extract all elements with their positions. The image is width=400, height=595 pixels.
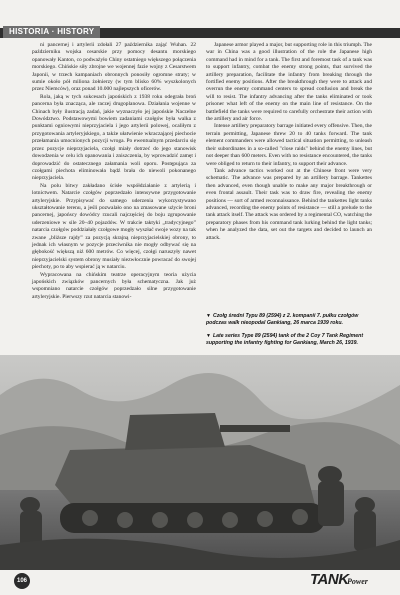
page-footer [0, 570, 400, 595]
caption-text: Czołg średni Typu 89 (2594) z 2. kompanii 7. pułku czołgów podczas walk nieopodal Gankiang, 26 marca 1939 roku. [206, 313, 359, 326]
photo-caption-english [206, 333, 372, 347]
english-text-column [206, 42, 372, 242]
logo-main-text: TANK [310, 571, 349, 588]
paragraph: Japanese armor played a major, but supporting role in this triumph. The war in China was a good illustration of the role the Japanese high command had in mind for a tank. The first and foremost task of a tank was to support infantry, combat the enemy strong points, that survived the artillery preparation, facilitate the infantry from breaking through the fortified enemy positions. After the breakthrough they were to attack and overrun the enemy command centers to spread confusion and break the will to resist. The infantry advancing after the tanks eliminated or took prisoner what left of the enemy on the main line of resistance. On the battlefield the tanks were required to carefully orchestrate their action with the artillery and air force. [206, 42, 372, 123]
paragraph: Tank advance tactics worked out at the Chinese front were very schematic. The advance was prepared by an artillery barrage. Tankettes then advanced, even though unable to make any major breakthrough or even frontal assault. Their task was to draw fire, revealing the enemy positions — sort of armed reconnaissance. Behind the tankettes light tanks advanced, recording the enemy points of resistance — still a prelude to the tank attack itself. The attack was ordered by a regimental CO, watching the preparatory phases from his command tank lurking behind the light tanks; when he analyzed the data, set out the targets and decided to launch an attack. [206, 167, 372, 241]
paragraph: ni pancernej i artylerii zdołali 27 października zająć Wuhan. 22 październiku wojska cesarskie przy pomocy desantu morskiego opanowały Kanton, co podważyło Chiny ostatniego większego połączenia morskiego. Chińskie siły zbrojne we wojennej fazie wojny z Cesarstwem Japonii, w trzech kampaniach obronnych ponosiły ogromne straty; w sumie około pół miliona żołnierzy (w tym blisko 60% wyszkolonych przez Niemców), oraz ponad 10.000 najlepszych oficerów. [32, 42, 196, 93]
paragraph: Intense artillery preparatory barrage initiated every offensive. Then, the terrain permitting, Japanese threw 20 to 40 tanks forward. The tank element commanders were allowed tactical situation permitting, to unleash their subordinates in a so-called "close raids" behind the enemy lines, but not deeper than 600 meters. Even with no resistance encountered, the tanks were obliged to return to their infantry, to support their advance. [206, 123, 372, 167]
paragraph: Rola, jaką w tych sukcesach japońskich z 1938 roku odegrała broń pancerna była znacząca, ale raczej drugoplanowa. Działania wojenne w Chinach były ilustracją zadań, jakie wyznaczyło jej japońskie Naczelne Dowództwo. Podstawowymi bowiem zadaniami czołgów była walka z punktami ogniowymi nieprzyjaciela i jego artylerii polowej, ocaliłym z przygotowania artyleryjskiego, a także ułatwienie wkraczającej piechocie przełamania umocnionych pozycji wroga. Po ewentualnym przedarciu się przez pozycje nieprzyjaciela, czołgi miały dotrzeć do jego stanowisk dowodzenia w celu ich opanowania i zniszczenia, by wprowadzić zamęt i doprowadzić do ostatecznego załamania woli oporu. Postępująca za czołgami piechota eliminowała bądź brała do niewoli pokonanego nieprzyjaciela. [32, 93, 196, 182]
caption-text: Late series Type 89 (2594) tank of the 2 Coy 7 Tank Regiment supporting the infantry fighting for Gankiang, March 26, 1939. [206, 333, 364, 346]
photo-caption-polish [206, 313, 372, 327]
tank-photo [0, 355, 400, 570]
paragraph: Wypracowana na chińskim teatrze operacyjnym teoria użycia japońskich związków pancernych była schematyczna. Jak już wspomniano natarcie czołgów poprzedzało silne przygotowanie artyleryjskie. Pierwszy rzut natarcia stanowi- [32, 271, 196, 300]
triangle-marker-icon: ▼ [206, 313, 211, 319]
polish-text-column [32, 42, 196, 301]
page-number: 106 [14, 573, 30, 589]
tankpower-logo [310, 570, 388, 592]
page-header [0, 0, 400, 40]
section-tab: HISTORIA · HISTORY [3, 26, 100, 38]
triangle-marker-icon: ▼ [206, 333, 211, 339]
logo-sub-text: Power [347, 577, 368, 586]
paragraph: Na polu bitwy zakładano ścisłe współdziałanie z artylerią i lotnictwem. Natarcie czołgów poprzedzało intensywne przygotowanie artyleryjskie. Przypisywać do samego uderzenia wykorzystywano ukształtowanie terenu, a jeśli pozwalało ono na zmasowane użycie broni pancernej, japońscy dowódcy rzucali najczęściej do boju zgrupowanie uderzeniowe w sile 20–40 pojazdów. W trakcie taktyki „tradycyjnego” natarcia czołgów poddziałały czołgowe mogły wyszłać swoje wozy na tak zwane „bliższe rajdy” za pozycją skrajną nieprzyjacielskiej obrony, to jednak ich własnym w pozycje przeciwnika nie mogły odbywać się na głębokość większą niż 600 metrów. Co więcej, czołgi naruszyły nawet nieprzyjacielski system obrony musiały niezwłocznie powracać do swojej piechoty, po to aby wspierać ją w natarciu. [32, 182, 196, 271]
tank-photo-image [0, 355, 400, 570]
